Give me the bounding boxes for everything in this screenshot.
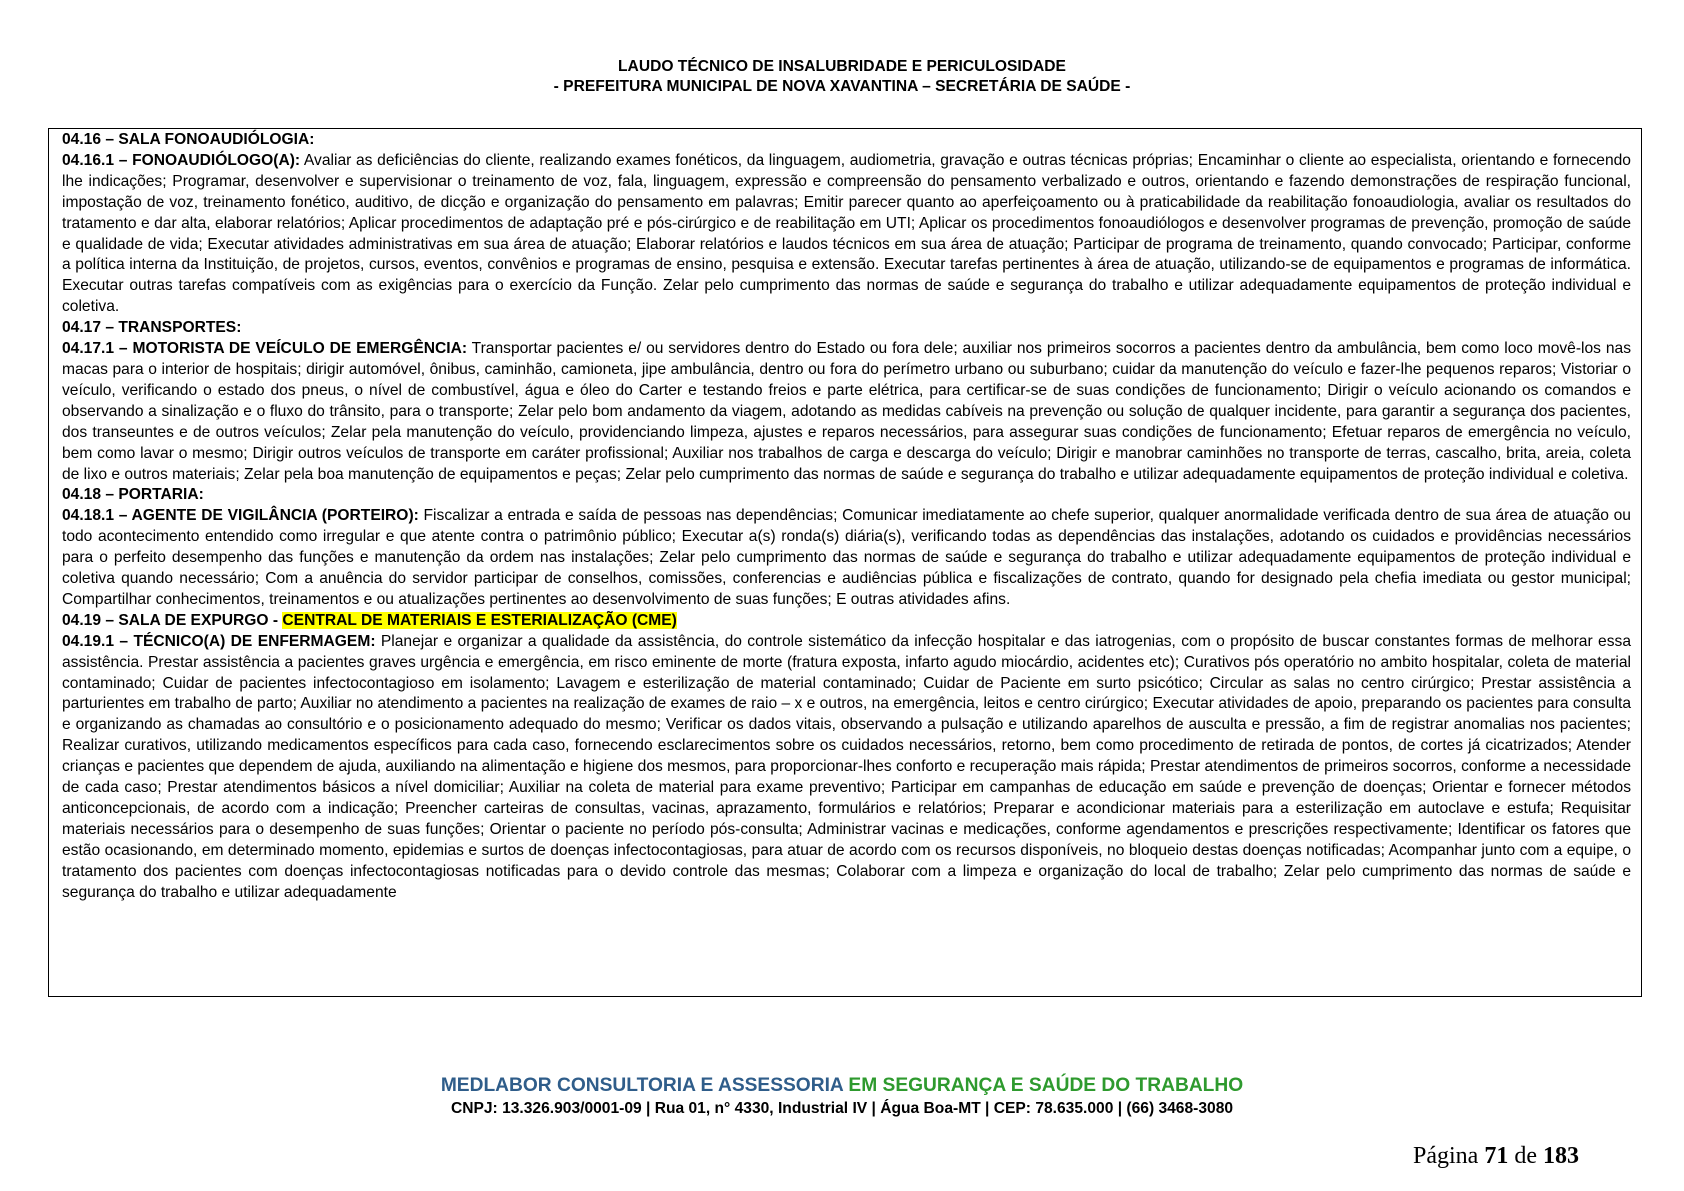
role-label-motorista: 04.17.1 – MOTORISTA DE VEÍCULO DE EMERGÊNCIA: <box>62 340 468 358</box>
section-title-0418: 04.18 – PORTARIA: <box>62 486 204 504</box>
section-body-04161 <box>62 151 1631 318</box>
footer-company <box>0 1075 1684 1097</box>
section-title-0419-highlight: CENTRAL DE MATERIAIS E ESTERIALIZAÇÃO (CME) <box>282 611 677 629</box>
section-title-0416: 04.16 – SALA FONOAUDIÓLOGIA: <box>62 131 315 148</box>
document-header <box>0 57 1684 97</box>
role-label-tecnico-enfermagem: 04.19.1 – TÉCNICO(A) DE ENFERMAGEM: <box>62 632 376 650</box>
section-title-0417: 04.17 – TRANSPORTES: <box>62 319 242 337</box>
section-body-04171 <box>62 339 1631 485</box>
page-number <box>1413 1142 1579 1170</box>
section-title-0419 <box>62 611 1631 632</box>
section-title-0419-prefix: 04.19 – SALA DE EXPURGO - <box>62 611 283 629</box>
role-description-fonoaudiologo: Avaliar as deficiências do cliente, realizando exames fonéticos, da linguagem, audiometria, gravação e outras técnicas próprias; Encaminhar o cliente ao especialista, orientando e fornecendo lhe indicações; Programar, desenvolver e supervisionar o treinamento de voz, fala, linguagem, expressão e compreensão do pensamento verbalizado e outros, orientando e fazendo demonstrações de respiração funcional, impostação de voz, treinamento fonético, auditivo, de dicção e organização do pensamento em palavras; Emitir parecer quanto ao aperfeiçoamento ou à praticabilidade da reabilitação fonoaudiologia, avaliar os resultados do tratamento e dar alta, elaborar relatórios; Aplicar procedimentos de adaptação pré e pós-cirúrgico e de reabilitação em UTI; Aplicar os procedimentos fonoaudiólogos e desenvolver programas de prevenção, promoção de saúde e qualidade de vida; Executar atividades administrativas em sua área de atuação; Elaborar relatórios e laudos técnicos em sua área de atuação; Participar de programa de treinamento, quando convocado; Participar, conforme a política interna da Instituição, de projetos, cursos, eventos, convênios e programas de ensino, pesquisa e extensão. Executar tarefas pertinentes à área de atuação, utilizando-se de equipamentos e programas de informática. Executar outras tarefas compatíveis com as exigências para o exercício da Função. Zelar pelo cumprimento das normas de saúde e segurança do trabalho e utilizar adequadamente equipamentos de proteção individual e coletiva. <box>62 151 1631 316</box>
content-box <box>48 128 1642 997</box>
section-body-04191 <box>62 632 1631 904</box>
role-description-motorista: Transportar pacientes e/ ou servidores dentro do Estado ou fora dele; auxiliar nos primeiros socorros a pacientes dentro da ambulância, bem como loco movê-los nas macas para o interior de hospitais; dirigir automóvel, ônibus, caminhão, camioneta, jipe ambulância, dentro ou fora do perímetro urbano ou suburbano; cuidar da manutenção do veículo e fazer-lhe pequenos reparos; Vistoriar o veículo, verificando o estado dos pneus, o nível de combustível, água e óleo do Carter e testando freios e parte elétrica, para certificar-se de suas condições de funcionamento; Dirigir o veículo acionando os comandos e observando a sinalização e o fluxo do trânsito, para o transporte; Zelar pelo bom andamento da viagem, adotando as medidas cabíveis na prevenção ou solução de qualquer incidente, para garantir a segurança dos pacientes, dos transeuntes e de outros veículos; Zelar pela manutenção do veículo, providenciando limpeza, ajustes e reparos necessários, para assegurar suas condições de funcionamento; Efetuar reparos de emergência no veículo, bem como lavar o mesmo; Dirigir outros veículos de transporte em caráter profissional; Auxiliar nos trabalhos de carga e descarga do veículo; Dirigir e manobrar caminhões no transporte de terras, cascalho, brita, areia, coleta de lixo e outros materiais; Zelar pela boa manutenção de equipamentos e peças; Zelar pelo cumprimento das normas de saúde e segurança do trabalho e utilizar adequadamente equipamentos de proteção individual e coletiva. <box>62 340 1631 483</box>
document-title: LAUDO TÉCNICO DE INSALUBRIDADE E PERICULOSIDADE <box>618 58 1066 75</box>
page-separator: de <box>1514 1143 1537 1169</box>
footer-company-tagline: EM SEGURANÇA E SAÚDE DO TRABALHO <box>843 1075 1244 1096</box>
document-subtitle: - PREFEITURA MUNICIPAL DE NOVA XAVANTINA – SECRETÁRIA DE SAÚDE - <box>553 78 1131 95</box>
footer-address: CNPJ: 13.326.903/0001-09 | Rua 01, n° 4330, Industrial IV | Água Boa-MT | CEP: 78.635.000 | (66) 3468-3080 <box>450 1100 1234 1117</box>
footer-company-name: MEDLABOR CONSULTORIA E ASSESSORIA <box>440 1075 844 1096</box>
role-description-agente-vigilancia: Fiscalizar a entrada e saída de pessoas nas dependências; Comunicar imediatamente ao chefe superior, qualquer anormalidade verificada dentro de sua área de atuação ou todo acontecimento entendido como irregular e que atente contra o patrimônio público; Executar a(s) ronda(s) diária(s), verificando todas as dependências das instalações, adotando os cuidados e providências necessários para o perfeito desempenho das funções e manutenção da ordem nas instalações; Zelar pelo cumprimento das normas de saúde e segurança do trabalho e utilizar adequadamente equipamentos de proteção individual e coletiva quando necessário; Com a anuência do servidor participar de conselhos, comissões, conferencias e audiências pública e fiscalizações de contrato, quando for designado pela chefia imediata ou gestor municipal; Compartilhar conhecimentos, treinamentos e ou atualizações pertinentes ao desenvolvimento de suas funções; E outras atividades afins. <box>62 507 1631 608</box>
page-current: 71 <box>1484 1143 1509 1169</box>
section-body-04181 <box>62 506 1631 611</box>
page-label: Página <box>1413 1143 1479 1169</box>
page-total: 183 <box>1543 1143 1579 1169</box>
role-label-agente-vigilancia: 04.18.1 – AGENTE DE VIGILÂNCIA (PORTEIRO): <box>62 507 419 525</box>
role-label-fonoaudiologo: 04.16.1 – FONOAUDIÓLOGO(A): <box>62 151 301 169</box>
role-description-tecnico-enfermagem: Planejar e organizar a qualidade da assistência, do controle sistemático da infecção hospitalar e das iatrogenias, com o propósito de buscar constantes formas de melhorar essa assistência. Prestar assistência a pacientes graves urgência e emergência, em risco eminente de morte (fratura exposta, infarto agudo miocárdio, acidentes etc); Curativos pós operatório no ambito hospitalar, coleta de material contaminado; Cuidar de pacientes infectocontagioso em isolamento; Lavagem e esterilização de material contaminado; Cuidar de Paciente em surto psicótico; Circular as salas no centro cirúrgico; Prestar assistência a parturientes em trabalho de parto; Auxiliar no atendimento a pacientes na realização de exames de raio – x e outros, na emergência, leitos e centro cirúrgico; Executar atividades de apoio, preparando os pacientes para consulta e organizando as chamadas ao consultório e o posicionamento adequado do mesmo; Verificar os dados vitais, observando a pulsação e utilizando aparelhos de ausculta e pressão, a fim de registrar anomalias nos pacientes; Realizar curativos, utilizando medicamentos específicos para cada caso, fornecendo esclarecimentos sobre os cuidados necessários, retorno, bem como procedimento de retirada de pontos, de cortes já cicatrizados; Atender crianças e pacientes que dependem de ajuda, auxiliando na alimentação e higiene dos mesmos, para proporcionar-lhes conforto e recuperação mais rápida; Prestar atendimentos de primeiros socorros, conforme a necessidade de cada caso; Prestar atendimentos básicos a nível domiciliar; Auxiliar na coleta de material para exame preventivo; Participar em campanhas de educação em saúde e prevenção de doenças; Orientar e fornecer métodos anticoncepcionais, de acordo com a indicação; Preencher carteiras de consultas, vacinas, aprazamento, formulários e relatórios; Preparar e acondicionar materiais para a esterilização em autoclave e estufa; Requisitar materiais necessários para o desempenho de suas funções; Orientar o paciente no período pós-consulta; Administrar vacinas e medicações, conforme agendamentos e prescrições respectivamente; Identificar os fatores que estão ocasionando, em determinado momento, epidemias e surtos de doenças infectocontagiosas, para atuar de acordo com os recursos disponíveis, no bloqueio destas doenças notificadas; Acompanhar junto com a equipe, o tratamento dos pacientes com doenças infectocontagiosas notificadas para o devido controle das mesmas; Colaborar com a limpeza e organização do local de trabalho; Zelar pelo cumprimento das normas de saúde e segurança do trabalho e utilizar adequadamente <box>62 632 1631 901</box>
